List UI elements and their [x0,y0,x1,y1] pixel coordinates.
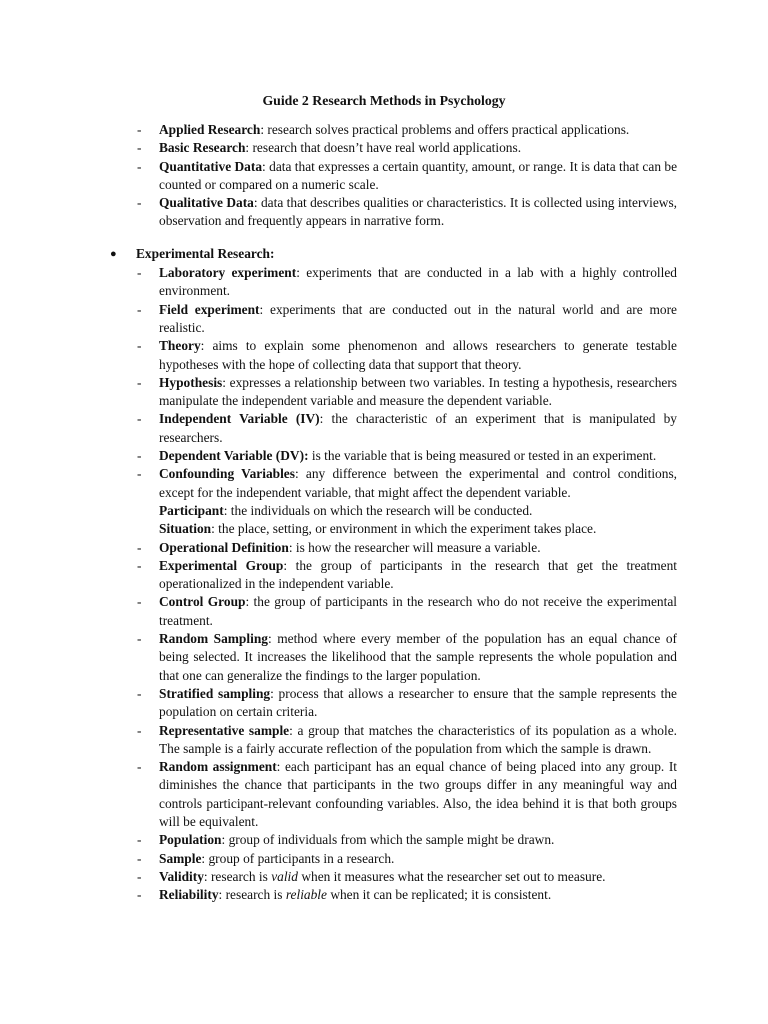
dash-marker: - [137,594,142,610]
term: Experimental Group [159,557,284,573]
section-title: Experimental Research: [136,245,275,261]
definition-text: : each participant has an equal chance of being placed into any group. It diminishes the chance that participants in the two groups differ in any meaningful way and controls participant-relevant confounding variables. Also, the idea behind it is that both groups will be equivalent. [159,759,677,829]
dash-marker: - [137,850,142,866]
list-item [0,121,677,139]
term: Random Sampling [159,631,268,647]
list-item [0,194,677,231]
dash-marker: - [137,158,142,174]
list-item [0,410,677,447]
definition-text: : research is [203,868,272,884]
list-item [0,337,677,374]
definition-text: : aims to explain some phenomenon and allows researchers to generate testable hypotheses with the hope of collecting data that support that theory. [159,338,677,372]
term: Theory [159,338,201,354]
dash-marker: - [137,466,142,482]
list-item [0,630,677,685]
term: Laboratory experiment [159,265,297,281]
dash-marker: - [137,374,142,390]
list-item [0,557,677,594]
list-item [0,447,677,465]
definition-text: : the group of participants in the research who do not receive the experimental treatment. [159,594,677,628]
list-item [0,850,677,868]
dash-marker: - [137,411,142,427]
term: Population [159,832,222,848]
list-item-validity [0,868,677,886]
section-subitems [0,502,768,539]
dash-marker: - [137,448,142,464]
definition-text: : data that expresses a certain quantity, amount, or range. It is data that can be counted or compared on a numeric scale. [159,158,678,192]
section-heading [0,245,768,263]
list-item [0,158,677,195]
definition-text: : group of participants in a research. [201,850,395,866]
definition-text: : research is [218,887,286,903]
dash-marker: - [137,301,142,317]
definition-text: : is how the researcher will measure a variable. [288,539,541,555]
dash-marker: - [137,265,142,281]
term: Hypothesis [159,374,223,390]
definition-text: : the place, setting, or environment in which the experiment takes place. [211,521,597,537]
bullet-icon: ● [110,247,117,260]
dash-marker: - [137,887,142,903]
list-item-reliability [0,886,677,904]
definition-text: : the characteristic of an experiment that is manipulated by researchers. [159,411,677,445]
section-items-2 [0,539,768,868]
term: Applied Research [159,122,261,137]
definition-text: : a group that matches the characteristics of its population as a whole. The sample is a fairly accurate reflection of the population from which the sample is drawn. [159,722,677,756]
definition-text: when it can be replicated; it is consistent. [326,887,552,903]
list-item [0,520,677,538]
term: Situation [159,521,212,537]
term: Operational Definition [159,539,289,555]
list-item [0,758,677,831]
dash-marker: - [137,338,142,354]
term: Field experiment [159,301,260,317]
term: Representative sample [159,722,290,738]
list-item [0,539,677,557]
definition-text: is the variable that is being measured or tested in an experiment. [308,448,657,464]
list-item [0,831,677,849]
definition-text: when it measures what the researcher set out to measure. [297,868,606,884]
page-title: Guide 2 Research Methods in Psychology [262,93,506,108]
definition-list [0,121,768,904]
definition-text: : any difference between the experimental and control conditions, except for the independent variable, that might affect the dependent variable. [159,466,677,500]
dash-marker: - [137,759,142,775]
term: Participant [159,502,224,518]
section-items [0,264,768,502]
definition-text: : research solves practical problems and offers practical applications. [260,122,630,137]
list-item [0,722,677,759]
definition-text: : research that doesn’t have real world applications. [245,140,522,156]
definition-text: : the individuals on which the research will be conducted. [223,502,533,518]
definition-text: : expresses a relationship between two variables. In testing a hypothesis, researchers manipulate the independent variable and measure the dependent variable. [159,374,677,409]
definition-text: : method where every member of the population has an equal chance of being selected. It increases the likelihood that the sample represents the whole population and that one can generalize the findings to the larger population. [159,631,677,683]
definition-text: : the group of participants in the research that get the treatment operationalized in the independent variable. [159,557,678,592]
dash-marker: - [137,122,142,137]
term: Validity [159,868,204,884]
definition-text: : experiments that are conducted out in the natural world and are more realistic. [159,301,677,335]
dash-marker: - [137,140,142,156]
list-item [0,502,677,520]
term: Quantitative Data [159,158,263,174]
definition-text: : experiments that are conducted in a lab with a highly controlled environment. [159,265,678,299]
term: Confounding Variables [159,466,295,482]
term: Independent Variable (IV) [159,411,320,427]
list-item [0,374,677,411]
intro-list [0,121,768,231]
term: Sample [159,850,202,866]
dash-marker: - [137,631,142,647]
term: Random assignment [159,759,277,775]
list-item [0,301,677,338]
definition-text: : group of individuals from which the sample might be drawn. [221,832,555,848]
italic-word: reliable [285,887,327,903]
term: Dependent Variable (DV): [159,448,309,464]
dash-marker: - [137,868,142,884]
definition-text: : process that allows a researcher to ensure that the sample represents the population on certain criteria. [159,685,677,720]
definition-text: : data that describes qualities or characteristics. It is collected using interviews, observation and frequently appears in narrative form. [159,195,677,229]
dash-marker: - [137,539,142,555]
term: Stratified sampling [159,685,271,701]
dash-marker: - [137,195,142,211]
dash-marker: - [137,722,142,738]
dash-marker: - [137,557,142,573]
dash-marker: - [137,685,142,701]
term: Control Group [159,594,246,610]
list-item [0,264,677,301]
list-item [0,685,677,722]
italic-word: valid [271,868,298,884]
list-item [0,593,677,630]
term: Basic Research [159,140,246,156]
list-item [0,139,677,157]
list-item [0,465,677,502]
dash-marker: - [137,832,142,848]
term: Qualitative Data [159,195,254,211]
term: Reliability [159,887,219,903]
